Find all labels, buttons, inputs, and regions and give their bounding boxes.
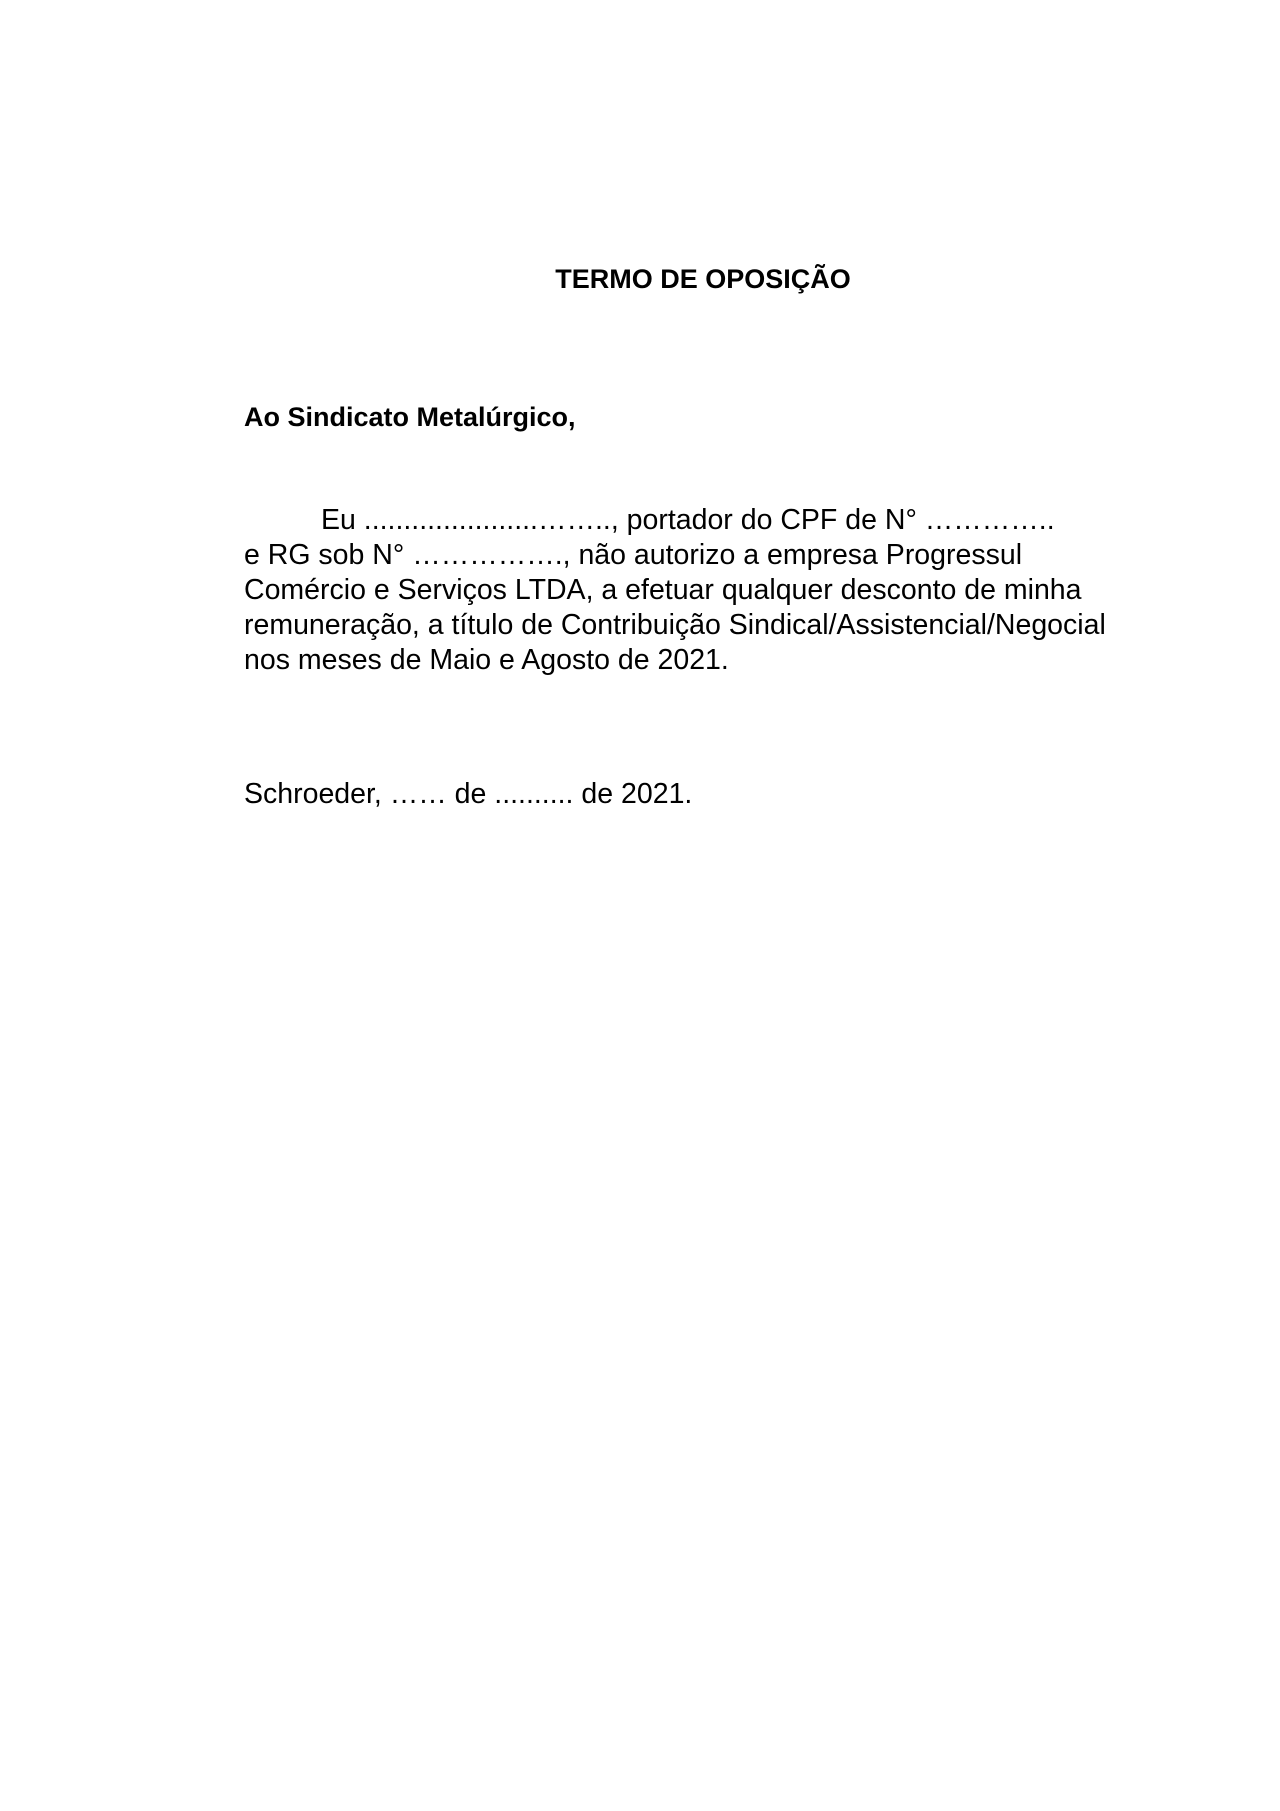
body-line: remuneração, a título de Contribuição Sindical/Assistencial/Negocial: [244, 609, 1106, 641]
body-line: Comércio e Serviços LTDA, a efetuar qualquer desconto de minha: [244, 574, 1082, 606]
salutation: Ao Sindicato Metalúrgico,: [244, 402, 576, 432]
body-line: nos meses de Maio e Agosto de 2021.: [244, 644, 729, 676]
body-line: Eu ......................…….., portador do CPF de N° …………..: [321, 504, 1055, 536]
body-paragraph: [244, 503, 1164, 678]
body-line: e RG sob N° ……………., não autorizo a empresa Progressul: [244, 539, 1023, 571]
document-title: TERMO DE OPOSIÇÃO: [555, 264, 851, 294]
place-date-line: Schroeder, …… de .......... de 2021.: [244, 778, 693, 810]
